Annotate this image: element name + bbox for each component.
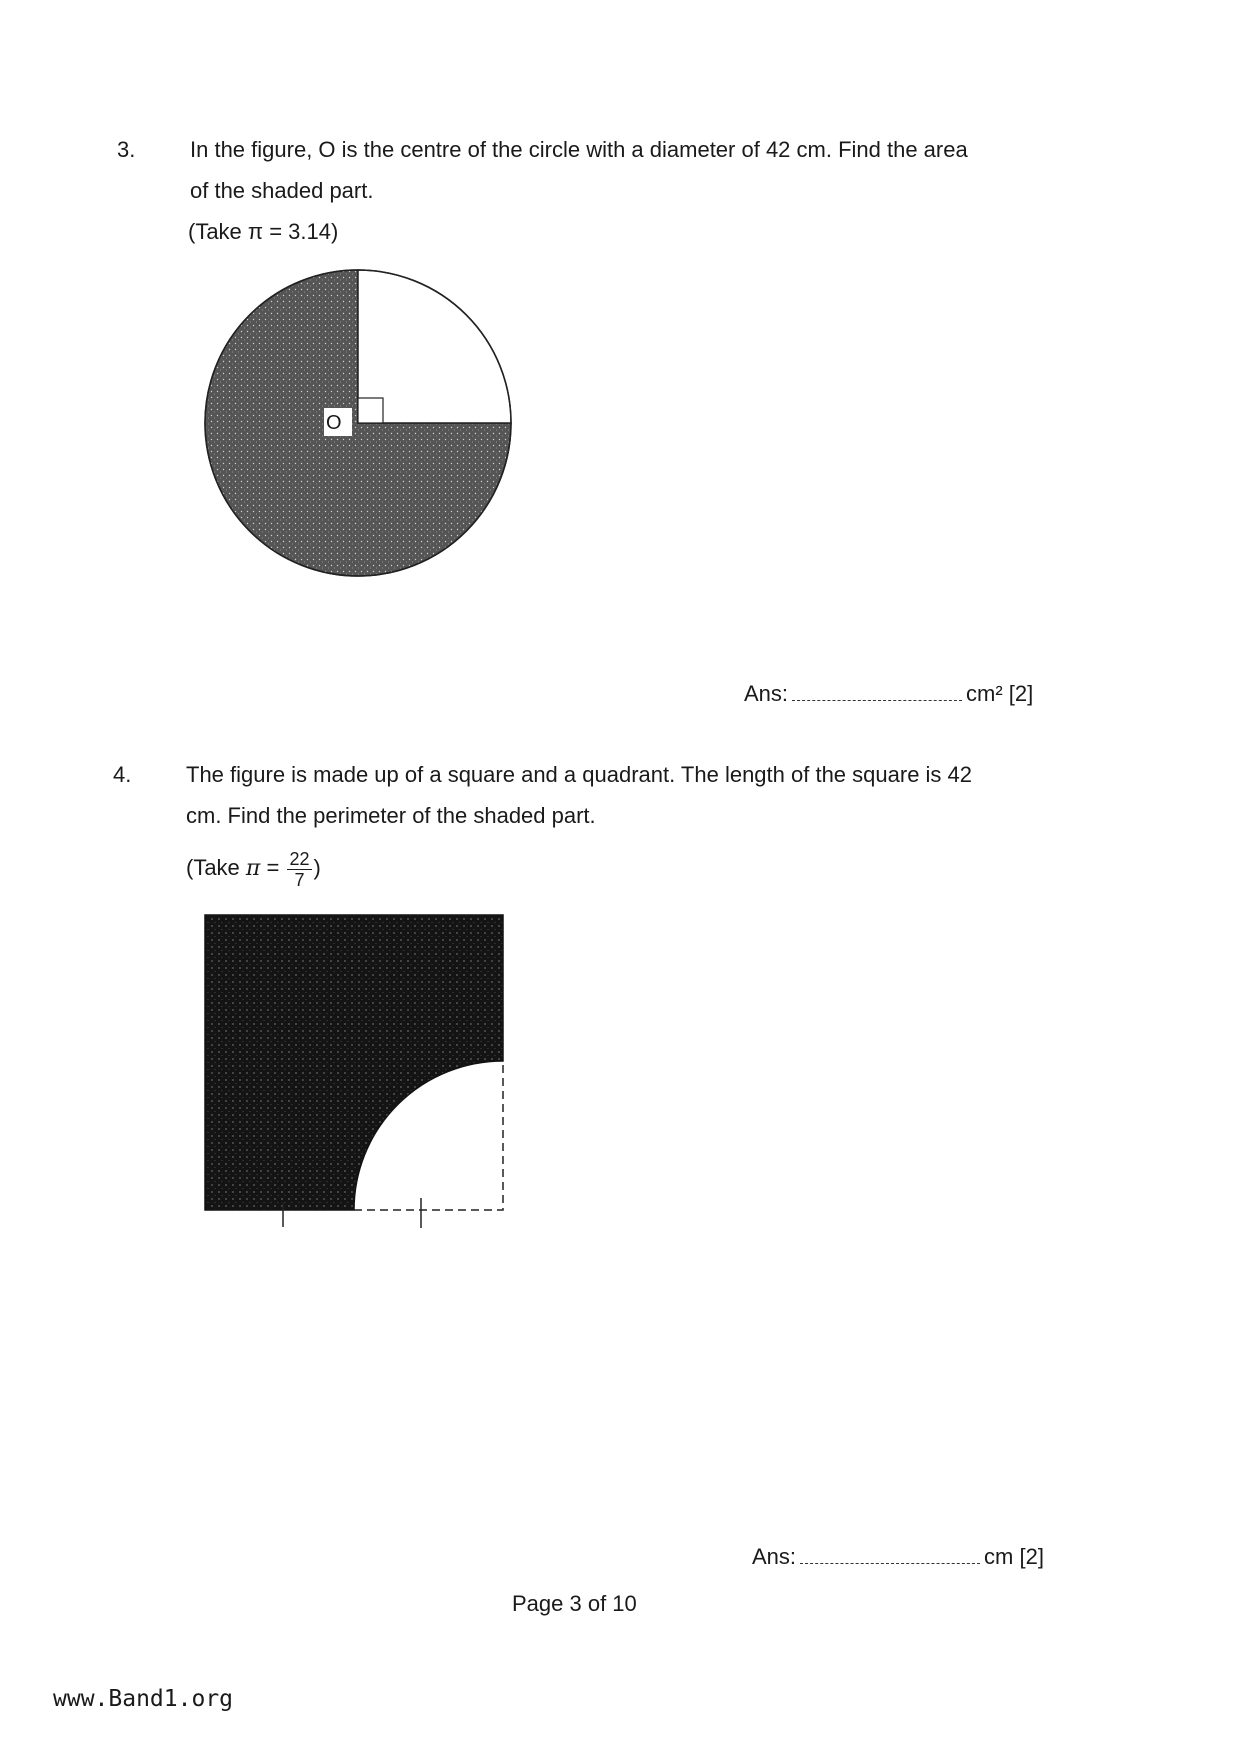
fraction-denominator: 7 <box>294 869 305 890</box>
watermark: www.Band1.org <box>53 1686 234 1712</box>
question-3-answer-label: Ans: <box>744 681 789 706</box>
question-4-answer-blank[interactable] <box>800 1545 980 1564</box>
question-4-answer-line <box>752 1544 1044 1570</box>
question-4-shaded-region <box>205 915 503 1210</box>
take-pi-equals: = <box>260 855 286 880</box>
question-3-centre-label: O <box>326 412 342 434</box>
question-4-answer-unit: cm [2] <box>984 1544 1044 1569</box>
question-4-text-line-1: The figure is made up of a square and a quadrant. The length of the square is 42 <box>186 762 973 787</box>
take-pi-suffix: ) <box>313 855 321 880</box>
pi-symbol: π <box>245 856 261 881</box>
question-3-number: 3. <box>117 137 136 162</box>
take-pi-prefix: (Take <box>186 855 246 880</box>
question-3-answer-unit: cm² [2] <box>966 681 1034 706</box>
fraction-numerator: 22 <box>289 848 310 869</box>
page-number: Page 3 of 10 <box>512 1591 637 1616</box>
question-3-text-line-1: In the figure, O is the centre of the circle with a diameter of 42 cm. Find the area <box>190 137 968 162</box>
question-3-take-pi: (Take π = 3.14) <box>188 219 339 244</box>
question-4-text-line-2: cm. Find the perimeter of the shaded part. <box>186 803 596 828</box>
question-4-number: 4. <box>113 762 132 787</box>
question-4-answer-label: Ans: <box>752 1544 797 1569</box>
question-3-text-line-2: of the shaded part. <box>190 178 374 203</box>
